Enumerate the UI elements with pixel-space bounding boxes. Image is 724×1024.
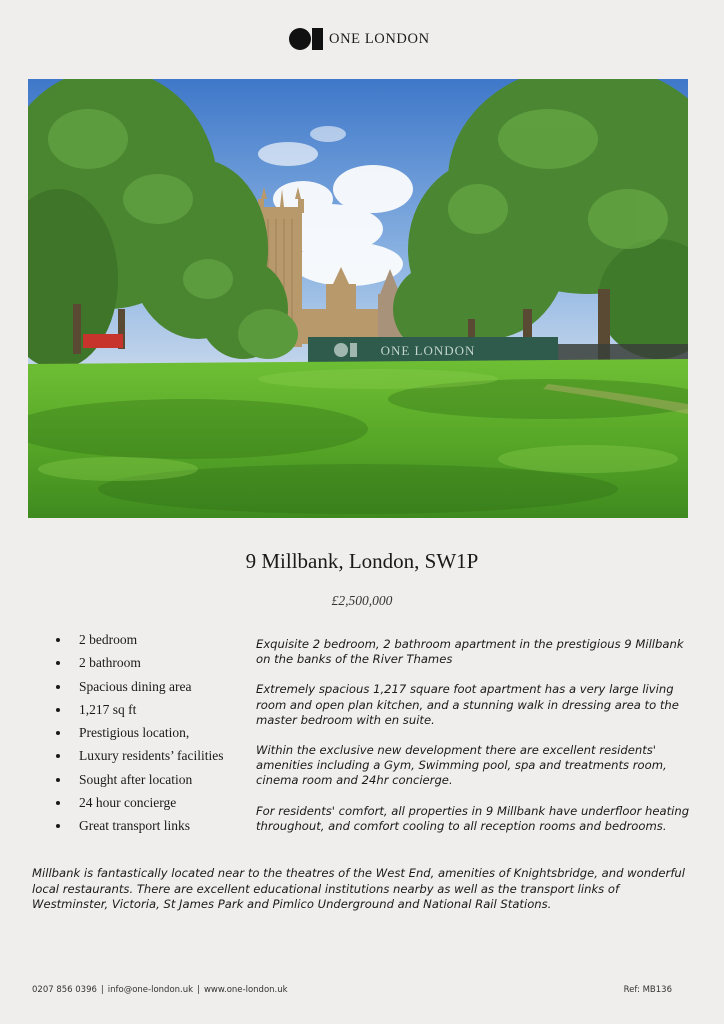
feature-item: Great transport links (54, 814, 223, 837)
feature-item: Spacious dining area (54, 675, 223, 698)
feature-item: 1,217 sq ft (54, 698, 223, 721)
property-price: £2,500,000 (331, 593, 393, 608)
brand-name: ONE LONDON (329, 30, 430, 47)
feature-item: Sought after location (54, 768, 223, 791)
property-photo (28, 79, 688, 518)
one-london-logo-icon (289, 27, 325, 51)
property-title: 9 Millbank, London, SW1P (245, 549, 479, 573)
location-paragraph: Millbank is fantastically located near to the theatres of the West End, amenities of Knightsbridge, and wonderful local restaurants. There are excellent educational institutions nearby as well as the transport links of Westminster, Victoria, St James Park and Pimlico Underground and National Rail Stations. (32, 866, 685, 912)
footer-separator: | (100, 985, 104, 995)
footer-contact (32, 985, 288, 995)
description-paragraph: For residents' comfort, all properties in 9 Millbank have underfloor heating throughout, and comfort cooling to all reception rooms and bedrooms. (256, 803, 690, 833)
footer-website-link[interactable]: www.one-london.uk (203, 985, 288, 995)
description-paragraph: Extremely spacious 1,217 square foot apartment has a very large living room and open plan kitchen, and a stunning walk in dressing area to the master bedroom with en suite. (256, 682, 679, 727)
footer-phone[interactable]: 0207 856 0396 (32, 985, 97, 995)
feature-item: 2 bathroom (54, 651, 223, 674)
feature-item: Luxury residents’ facilities (54, 744, 223, 767)
description-paragraph: Within the exclusive new development there are excellent residents' amenities including a Gym, Swimming pool, spa and treatments room, cinema room and 24hr concierge. (256, 743, 667, 788)
feature-item: Prestigious location, (54, 721, 223, 744)
hoarding-logo-icon (334, 343, 348, 357)
feature-item: 2 bedroom (54, 628, 223, 651)
hoarding-text: ONE LONDON (380, 343, 476, 358)
footer-email-link[interactable]: info@one-london.uk (107, 985, 194, 995)
description-paragraph: Exquisite 2 bedroom, 2 bathroom apartment in the prestigious 9 Millbank on the banks of the River Thames (256, 637, 684, 667)
footer-separator: | (197, 985, 200, 995)
features-list (54, 628, 223, 838)
footer-ref: Ref: MB136 (623, 985, 672, 995)
brand-logo (289, 26, 430, 52)
property-description (256, 637, 696, 849)
feature-item: 24 hour concierge (54, 791, 223, 814)
